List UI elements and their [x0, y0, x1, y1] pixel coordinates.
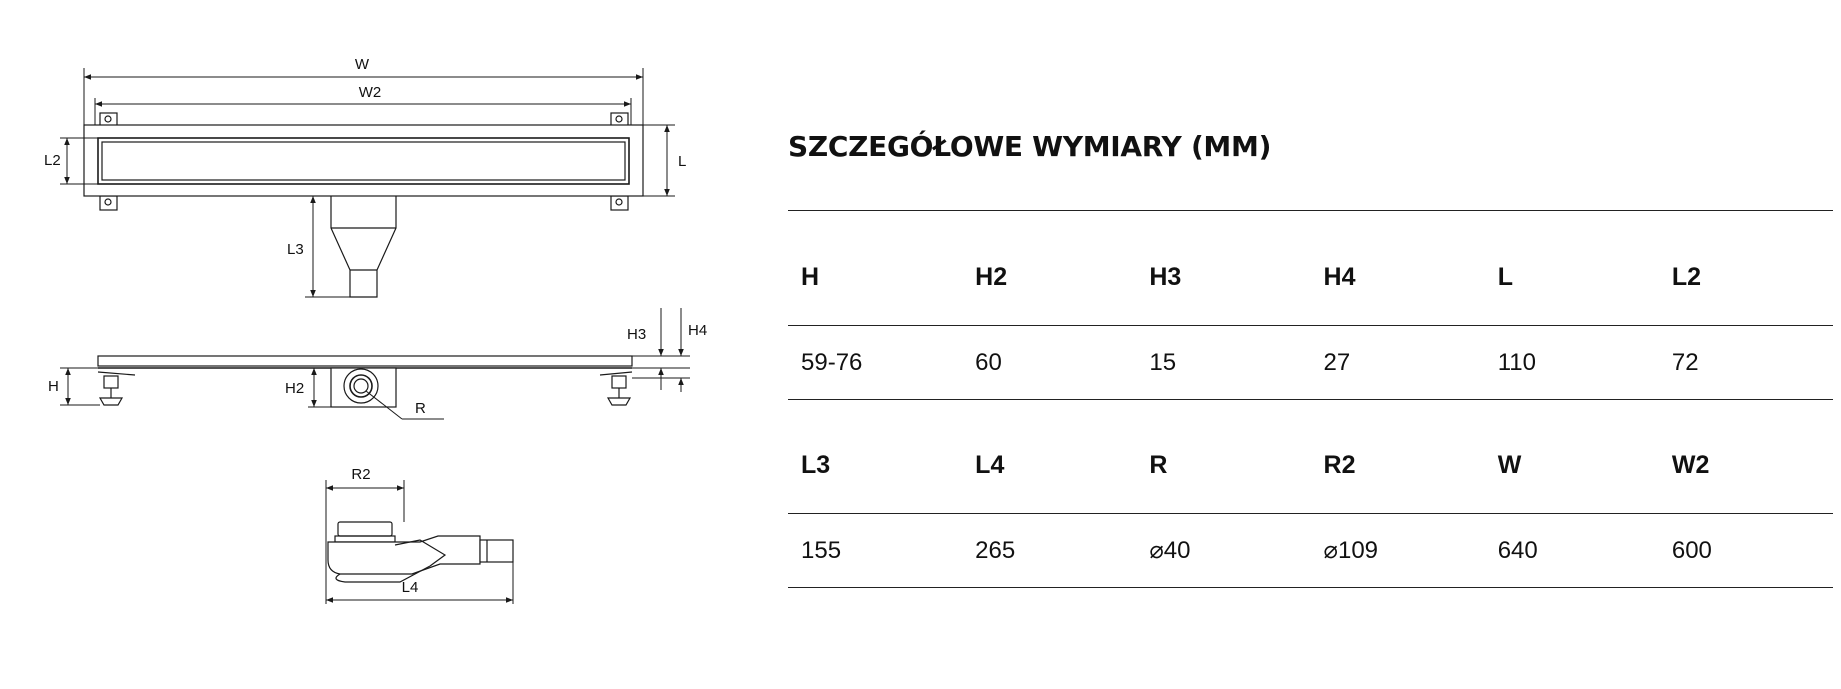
label-L3: L3 — [287, 241, 304, 258]
label-R2: R2 — [351, 466, 371, 483]
label-L4: L4 — [401, 579, 419, 596]
table-header-cell: R — [1149, 451, 1168, 479]
label-W2: W2 — [358, 84, 382, 101]
table-cell: ⌀109 — [1323, 537, 1379, 564]
table-cell: 600 — [1671, 536, 1712, 564]
dimensions-table — [788, 210, 1833, 588]
label-R: R — [415, 400, 426, 417]
siphon-view — [326, 466, 513, 604]
label-H3: H3 — [627, 326, 647, 343]
technical-drawing — [0, 0, 760, 689]
table-header-cell: W2 — [1671, 451, 1710, 479]
table-header-cell: H4 — [1323, 262, 1356, 291]
table-cell: 27 — [1323, 348, 1351, 376]
table-cell: 15 — [1149, 348, 1177, 376]
table-header-cell: L — [1497, 262, 1513, 291]
table-header-cell: H — [801, 262, 820, 291]
table-cell: 60 — [975, 348, 1002, 376]
table-header-cell: H3 — [1149, 262, 1182, 291]
table-header-row — [788, 210, 1833, 325]
table-header-cell: L4 — [975, 451, 1005, 479]
table-cell: 155 — [801, 536, 842, 564]
label-W: W — [354, 56, 370, 73]
table-cell: 640 — [1497, 536, 1538, 564]
table-header-cell: L2 — [1671, 262, 1702, 291]
table-row — [788, 513, 1833, 588]
table-header-cell: R2 — [1323, 451, 1356, 479]
table-header-row — [788, 399, 1833, 513]
table-cell: ⌀40 — [1149, 537, 1191, 564]
label-H4: H4 — [688, 322, 708, 339]
side-view — [48, 308, 707, 419]
label-H: H — [48, 378, 59, 395]
table-cell: 72 — [1671, 348, 1699, 376]
page-title: SZCZEGÓŁOWE WYMIARY (MM) — [788, 130, 1272, 163]
table-header-cell: L3 — [801, 451, 831, 479]
label-L: L — [678, 153, 687, 170]
table-header-cell: W — [1497, 451, 1522, 479]
top-view — [44, 56, 686, 297]
table-cell: 110 — [1497, 348, 1536, 376]
table-cell: 59-76 — [801, 348, 863, 376]
table-cell: 265 — [975, 536, 1016, 564]
table-header-cell: H2 — [975, 262, 1008, 291]
label-H2: H2 — [285, 380, 305, 397]
label-L2: L2 — [44, 152, 61, 169]
table-row — [788, 325, 1833, 399]
